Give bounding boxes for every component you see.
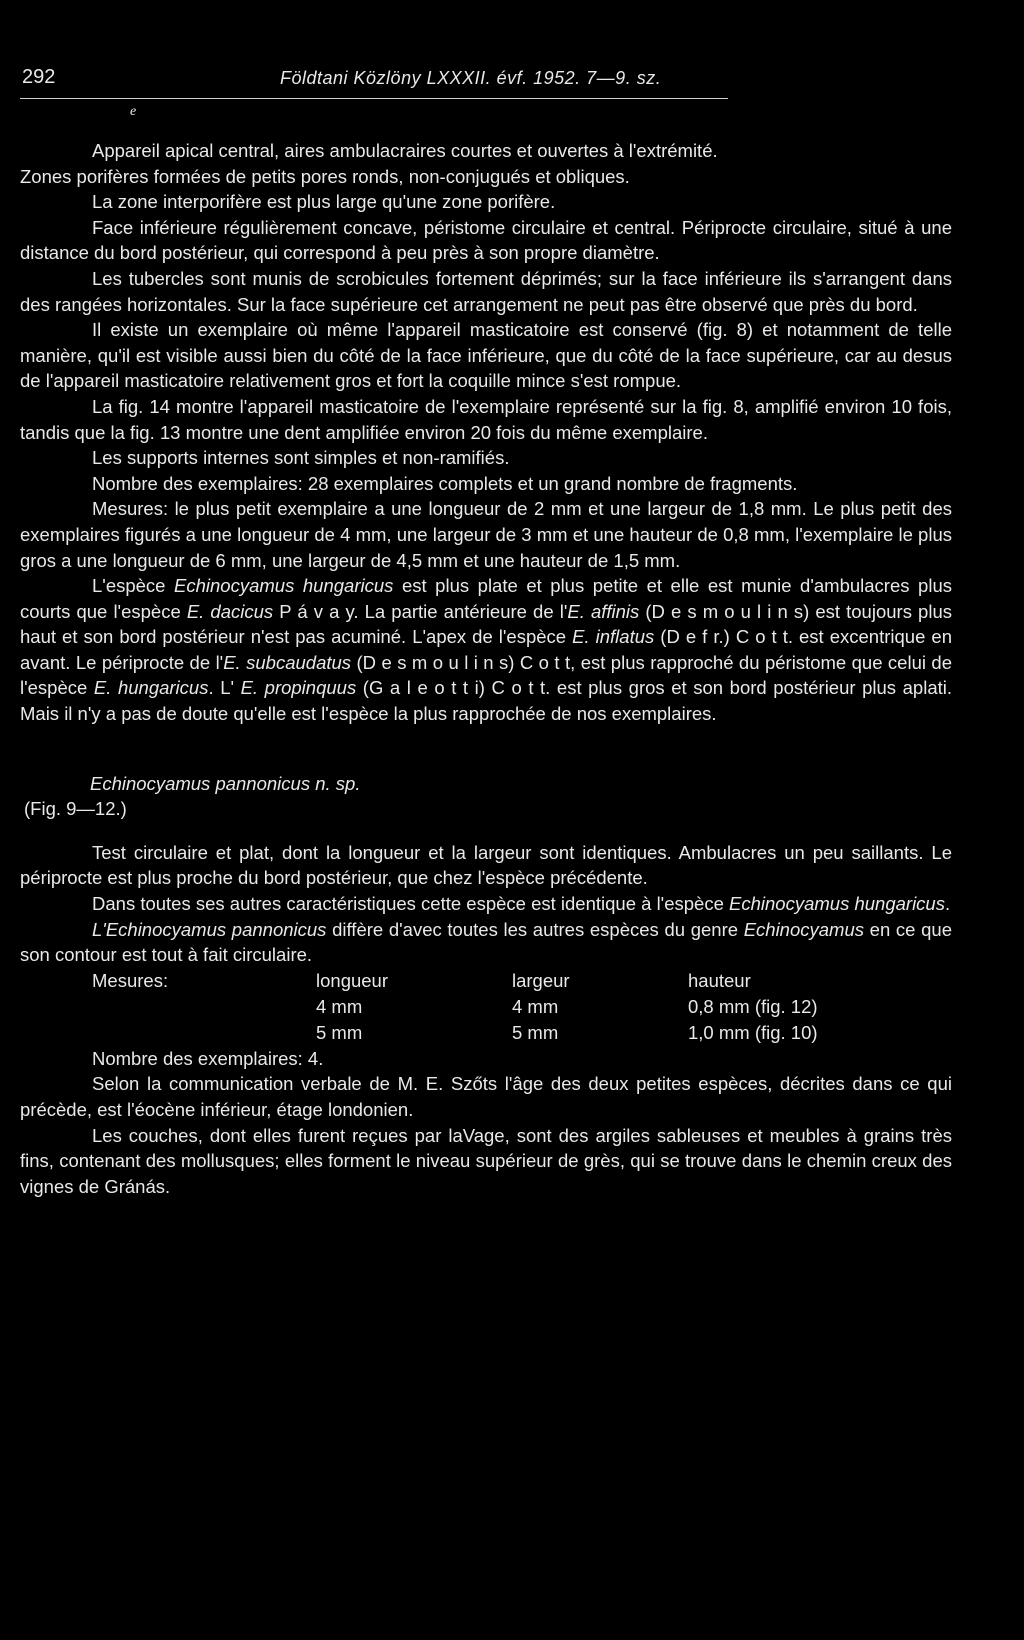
species-name: E. inflatus — [572, 626, 655, 648]
species-suffix: n. sp. — [310, 772, 361, 794]
text-run: en ce que son contour est tout à fait circulaire. — [20, 918, 952, 966]
paragraph-nombre: Nombre des exemplaires: 28 exemplaires complets et un grand nombre de fragments. — [92, 472, 798, 494]
text-run: (D e f r.) C o t t. est excentrique en avant. Le périprocte de l' — [20, 626, 952, 673]
measures-table — [92, 968, 818, 1046]
species-name: E. affinis — [567, 600, 640, 622]
text-run: est plus plate et plus petite et elle est munie d'ambulacres plus courts que l'espèce — [20, 575, 952, 622]
paragraph-tubercles: Les tubercles sont munis de scrobicules fortement déprimés; sur la face inférieure ils s'arrangent dans des rangées horizontales. Sur la face supérieure cet arrangement ne peut pas être observé que près du bord. — [20, 267, 952, 315]
species-name: Echinocyamus hungaricus — [174, 575, 394, 597]
header-longueur: longueur — [316, 969, 389, 991]
table-row — [92, 994, 818, 1020]
genus-name: Echinocyamus — [743, 918, 864, 940]
paragraph-comparison — [20, 573, 952, 727]
text-run: Dans toutes ses autres caractéristiques cette espèce est identique à l'espèce — [92, 893, 730, 915]
species-heading — [20, 771, 952, 822]
species-name: L'Echinocyamus pannonicus — [92, 918, 327, 940]
measures-header-row — [92, 968, 818, 994]
text-run: diffère d'avec toutes les autres espèces du genre — [326, 918, 744, 940]
stray-mark: e — [130, 104, 137, 119]
cell-hauteur: 0,8 mm (fig. 12) — [688, 995, 818, 1017]
table-row — [92, 1020, 818, 1046]
paragraph-couches: Les couches, dont elles furent reçues par laVage, sont des argiles sableuses et meubles à grains très fins, contenant des mollusques; elles forment le niveau supérieur de grès, qui se trouve dans le chemin creux des vignes de Gránás. — [20, 1124, 952, 1197]
article-body — [20, 138, 952, 1199]
cell-hauteur: 1,0 mm (fig. 10) — [688, 1021, 818, 1043]
cell-longueur: 4 mm — [316, 995, 363, 1017]
spacer — [20, 822, 952, 840]
text-run: . — [944, 893, 951, 915]
species-figures: (Fig. 9—12.) — [24, 798, 127, 820]
species-name: E. propinquus — [240, 677, 357, 699]
text-run: (D e s m o u l i n s) est toujours plus haut et son bord postérieur n'est pas acuminé. L'apex de l'espèce — [20, 600, 952, 648]
paragraph-appareil: Il existe un exemplaire où même l'appareil masticatoire est conservé (fig. 8) et notamment de telle manière, qu'il est visible aussi bien du côté de la face inférieure, que du côté de la face supérieure, car au desus de l'appareil masticatoire relativement gros et fort la coquille mince s'est rompue. — [20, 319, 952, 392]
text-run: (G a l e o t t i) C o t t. est plus gros et son bord postérieur plus aplati. Mais il n'y a pas de doute qu'elle est l'espèce la plus rapprochée de nos exemplaires. — [20, 677, 953, 725]
page-header — [0, 60, 1024, 100]
cell-largeur: 4 mm — [512, 995, 559, 1017]
species-title: Echinocyamus pannonicus — [90, 772, 311, 794]
species-name: Echinocyamus hungaricus — [729, 893, 945, 915]
paragraph-supports: Les supports internes sont simples et non-ramifiés. — [92, 447, 510, 469]
paragraph-identity — [20, 891, 952, 917]
paragraph-description: Test circulaire et plat, dont la longueur et la largeur sont identiques. Ambulacres un peu saillants. Le périprocte est plus proche du bord postérieur, que chez l'espèce précédente. — [20, 841, 952, 889]
paragraph-age: Selon la communication verbale de M. E. Szőts l'âge des deux petites espèces, décrites dans ce qui précède, est l'éocène inférieur, étage londonien. — [20, 1073, 952, 1120]
running-title: Földtani Közlöny LXXXII. évf. 1952. 7—9. sz. — [280, 68, 662, 88]
species-name: E. subcaudatus — [223, 651, 352, 673]
text-run: P á v a y. La partie antérieure de l' — [273, 600, 568, 622]
paragraph-nombre-exemplaires: Nombre des exemplaires: 4. — [92, 1047, 324, 1069]
species-name: E. hungaricus — [93, 677, 209, 699]
header-largeur: largeur — [512, 969, 570, 991]
paragraph-mesures: Mesures: le plus petit exemplaire a une longueur de 2 mm et une largeur de 1,8 mm. Le plus petit des exemplaires figurés a une longueur de 4 mm, une largeur de 3 mm et une hauteur de 0,8 mm, l'exemplaire le plus gros a une longueur de 6 mm, une largeur de 4,5 mm et une hauteur de 1,5 mm. — [20, 498, 952, 571]
species-name: E. dacicus — [186, 600, 274, 622]
species-heading-title — [90, 771, 952, 797]
paragraph-face-inferieure: Face inférieure régulièrement concave, péristome circulaire et central. Périprocte circulaire, situé à une distance du bord postérieur, qui correspond à peu près à son propre diamètre. — [20, 216, 952, 264]
paragraph-zones: Zones porifères formées de petits pores ronds, non-conjugués et obliques. — [20, 165, 630, 187]
text-run: . L' — [208, 677, 241, 699]
header-hauteur: hauteur — [688, 969, 751, 991]
text-run: (D e s m o u l i n s) C o t t, est plus rapproché du péristome que celui de l'espèce — [20, 651, 952, 699]
text-run: L'espèce — [92, 575, 175, 597]
paragraph-figures: La fig. 14 montre l'appareil masticatoire de l'exemplaire représenté sur la fig. 8, amplifié environ 10 fois, tandis que la fig. 13 montre une dent amplifiée environ 20 fois du même exemplaire. — [20, 395, 952, 443]
header-rule — [20, 98, 728, 99]
measures-label: Mesures: — [92, 969, 169, 991]
cell-longueur: 5 mm — [316, 1021, 363, 1043]
paragraph-difference — [20, 917, 952, 968]
page-number: 292 — [22, 66, 56, 88]
paragraph-apical: Appareil apical central, aires ambulacraires courtes et ouvertes à l'extrémité. — [92, 140, 718, 161]
cell-largeur: 5 mm — [512, 1021, 559, 1043]
paragraph-interporifere: La zone interporifère est plus large qu'une zone porifère. — [92, 191, 556, 213]
